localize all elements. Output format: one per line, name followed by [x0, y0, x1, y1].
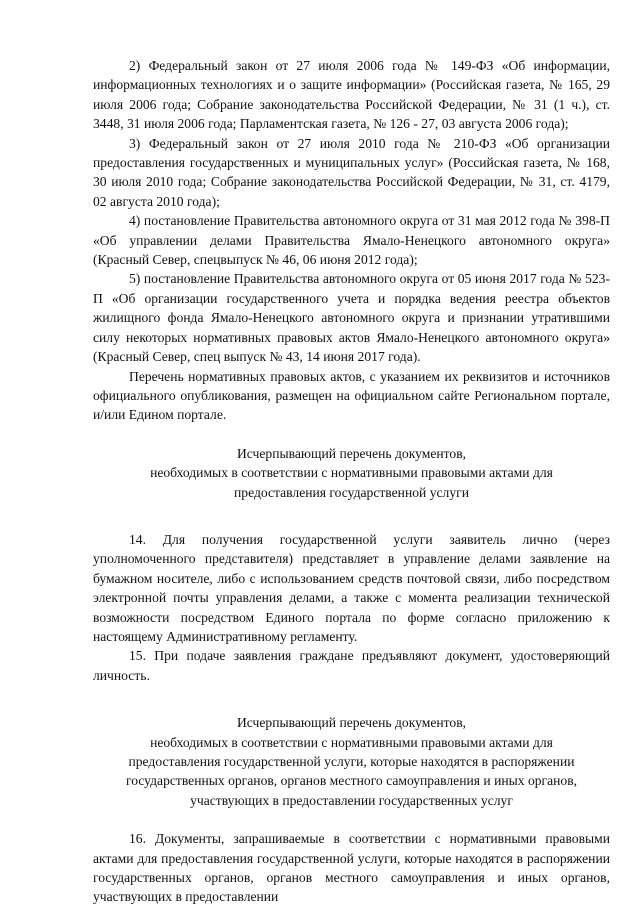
paragraph-15: 15. При подаче заявления граждане предъявляют документ, удостоверяющий личность. [93, 648, 610, 683]
paragraph-14: 14. Для получения государственной услуги заявитель лично (через уполномоченного представителя) представляет в управление делами заявление на бумажном носителе, либо с использованием средств почтовой связи, либо посредством электронной почты управления делами, а также с момента реализации технической возможности посредством Единого портала по форме согласно приложению к настоящему Административному регламенту. [93, 531, 610, 644]
section-heading-line: участвующих в предоставлении государственных услуг [190, 792, 513, 808]
section-heading-line: предоставления государственной услуги [234, 484, 469, 500]
list-item-3: 3) Федеральный закон от 27 июля 2010 года № 210-ФЗ «Об организации предоставления государственных и муниципальных услуг» (Российская газета, № 168, 30 июля 2010 года; Собрание законодательства Российской Федерации, № 31, ст. 4179, 02 августа 2010 года); [93, 135, 610, 209]
section-heading-line: Исчерпывающий перечень документов, [236, 715, 467, 731]
list-item-2: 2) Федеральный закон от 27 июля 2006 года № 149-ФЗ «Об информации, информационных технологиях и о защите информации» (Российская газета, № 165, 29 июля 2006 года; Собрание законодательства Российской Федерации, № 31 (1 ч.), ст. 3448, 31 июля 2006 года; Парламентская газета, № 126 - 27, 03 августа 2006 года); [93, 58, 610, 132]
list-item-5: 5) постановление Правительства автономного округа от 05 июня 2017 года № 523-П «Об организации государственного учета и порядка ведения реестра объектов жилищного фонда Ямало-Ненецкого автономного округа и признании утратившими силу некоторых нормативных правовых актов Ямало-Ненецкого автономного округа» (Красный Север, спец выпуск № 43, 14 июня 2017 года). [93, 271, 610, 365]
section-heading-line: Исчерпывающий перечень документов, [236, 445, 467, 461]
section-heading-documents [93, 444, 610, 502]
section-heading-line: государственных органов, органов местного самоуправления и иных органов, [125, 773, 578, 789]
section-heading-line: необходимых в соответствии с нормативными правовыми актами для [150, 465, 553, 481]
section-heading-line: предоставления государственной услуги, которые находятся в распоряжении [128, 754, 575, 769]
list-item-4: 4) постановление Правительства автономного округа от 31 мая 2012 года № 398-П «Об управлении делами Правительства Ямало-Ненецкого автономного округа» (Красный Север, спецвыпуск № 46, 06 июня 2012 года); [93, 213, 610, 268]
paragraph-16: 16. Документы, запрашиваемые в соответствии с нормативными правовыми актами для предоставления государственной услуги, которые находятся в распоряжении государственных органов, органов местного самоуправления и иных органов, участвующих в предоставлении [93, 831, 610, 905]
section-heading-line: необходимых в соответствии с нормативными правовыми актами для [150, 734, 553, 750]
publication-note: Перечень нормативных правовых актов, с указанием их реквизитов и источников официального опубликования, размещен на официальном сайте Региональном портале, и/или Едином портале. [93, 368, 610, 423]
section-heading-interagency-documents [93, 713, 610, 810]
